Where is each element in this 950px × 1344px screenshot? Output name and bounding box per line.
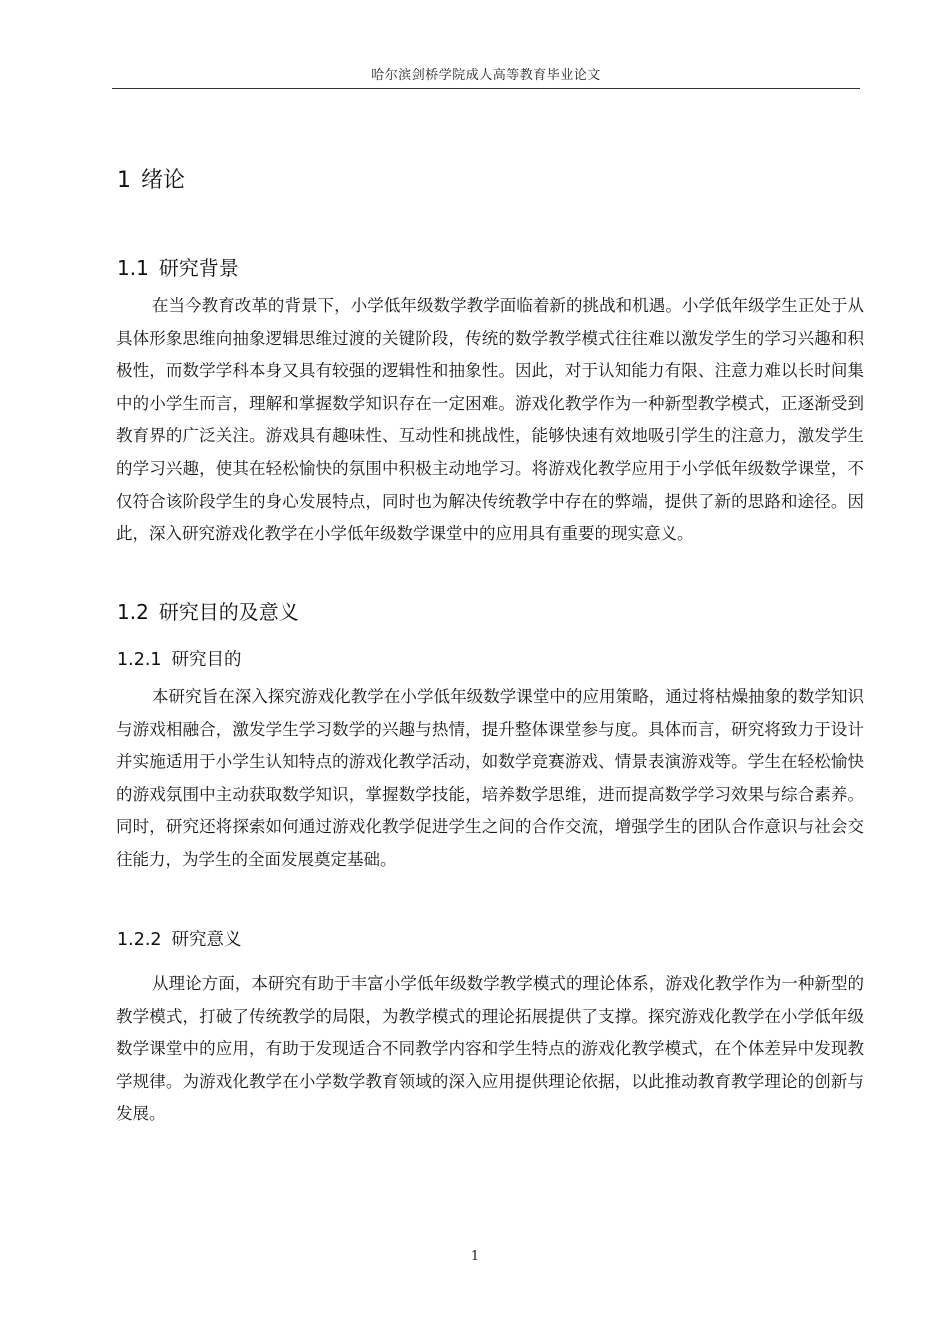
header-divider — [112, 88, 860, 89]
section-number: 1.2 — [117, 600, 149, 624]
running-header: 哈尔滨剑桥学院成人高等教育毕业论文 — [371, 68, 601, 83]
page-number: 1 — [470, 1249, 480, 1264]
section-heading-1-1 — [117, 252, 239, 281]
paragraph-research-background: 在当今教育改革的背景下，小学低年级数学教学面临着新的挑战和机遇。小学低年级学生正处于从具体形象思维向抽象逻辑思维过渡的关键阶段，传统的数学教学模式往往难以激发学生的学习兴趣和积极性，而数学学科本身又具有较强的逻辑性和抽象性。因此，对于认知能力有限、注意力难以长时间集中的小学生而言，理解和掌握数学知识存在一定困难。游戏化教学作为一种新型教学模式，正逐渐受到教育界的广泛关注。游戏具有趣味性、互动性和挑战性，能够快速有效地吸引学生的注意力，激发学生的学习兴趣，使其在轻松愉快的氛围中积极主动地学习。将游戏化教学应用于小学低年级数学课堂，不仅符合该阶段学生的身心发展特点，同时也为解决传统教学中存在的弊端，提供了新的思路和途径。因此，深入研究游戏化教学在小学低年级数学课堂中的应用具有重要的现实意义。 — [116, 296, 864, 544]
subsection-heading-1-2-1 — [117, 646, 242, 671]
section-heading-1-2 — [117, 596, 299, 625]
chapter-number: 1 — [117, 168, 131, 193]
subsection-number: 1.2.1 — [117, 650, 162, 670]
chapter-heading — [117, 163, 185, 194]
section-number: 1.1 — [117, 256, 149, 280]
paragraph-research-purpose: 本研究旨在深入探究游戏化教学在小学低年级数学课堂中的应用策略，通过将枯燥抽象的数学知识与游戏相融合，激发学生学习数学的兴趣与热情，提升整体课堂参与度。具体而言，研究将致力于设计并实施适用于小学生认知特点的游戏化教学活动，如数学竞赛游戏、情景表演游戏等。学生在轻松愉快的游戏氛围中主动获取数学知识，掌握数学技能，培养数学思维，进而提高数学学习效果与综合素养。同时，研究还将探索如何通过游戏化教学促进学生之间的合作交流，增强学生的团队合作意识与社会交往能力，为学生的全面发展奠定基础。 — [116, 687, 864, 869]
subsection-number: 1.2.2 — [117, 930, 162, 950]
subsection-title: 研究目的 — [171, 650, 242, 670]
subsection-heading-1-2-2 — [117, 926, 242, 951]
section-title: 研究背景 — [158, 256, 239, 280]
paragraph-research-significance: 从理论方面，本研究有助于丰富小学低年级数学教学模式的理论体系，游戏化教学作为一种新型的教学模式，打破了传统教学的局限，为教学模式的理论拓展提供了支撑。探究游戏化教学在小学低年级数学课堂中的应用，有助于发现适合不同教学内容和学生特点的游戏化教学模式，在个体差异中发现教学规律。为游戏化教学在小学数学教育领域的深入应用提供理论依据，以此推动教育教学理论的创新与发展。 — [116, 974, 864, 1124]
subsection-title: 研究意义 — [171, 930, 242, 950]
section-title: 研究目的及意义 — [158, 600, 299, 624]
chapter-title: 绪论 — [141, 168, 186, 193]
